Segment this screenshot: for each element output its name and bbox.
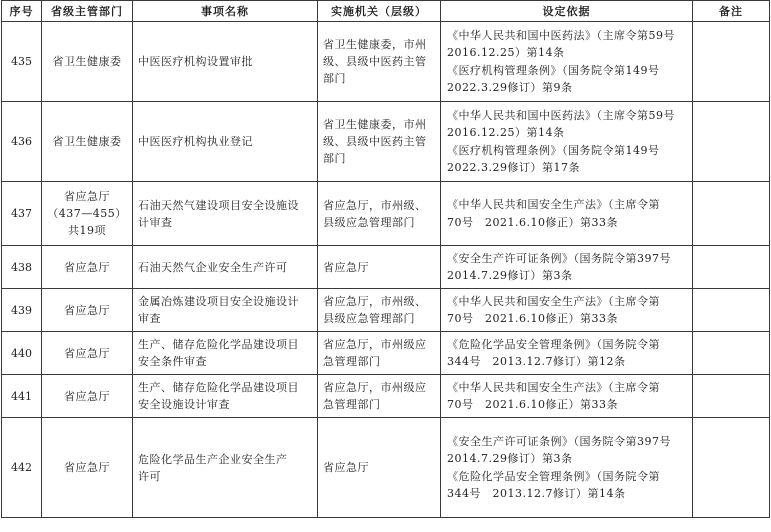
cell-name-line: 安全设施设计审查 [138,398,230,411]
cell-basis-line: 2016.12.25）第14条 [447,46,565,59]
cell-no: 442 [2,418,42,518]
cell-basis-line: 《医疗机构管理条例》（国务院令第149号 [447,63,660,77]
cell-name-line: 生产、储存危险化学品建设项目 [138,381,299,394]
cell-dept-line: 省卫生健康委 [52,135,122,148]
header-org: 实施机关（层级） [318,1,441,22]
cell-dept-line: 省应急厅 [64,303,110,317]
header-no: 序号 [2,1,42,22]
cell-org-line: 省应急厅，市州级应 [323,338,427,351]
cell-name-line: 审查 [138,312,161,325]
cell-basis-line: 《危险化学品安全管理条例》（国务院令第 [447,469,660,483]
table-row [2,102,770,182]
cell-org-line: 省应急厅，市州级应 [323,381,427,394]
cell-basis-line: 70号 2021.6.10修正）第33条 [447,398,618,411]
cell-dept-line: 省应急厅 [64,461,110,474]
header-dept: 省级主管部门 [42,1,133,22]
cell-name-line: 安全条件审查 [138,355,207,368]
cell-note [693,246,770,289]
cell-org [318,246,441,289]
cell-name [133,375,318,418]
cell-org-line: 县级应急管理部门 [323,215,415,229]
cell-dept [42,246,133,289]
cell-note [693,375,770,418]
cell-no: 441 [2,375,42,418]
cell-basis-line: 《中华人民共和国安全生产法》（主席令第 [447,198,660,211]
cell-no: 440 [2,332,42,375]
cell-basis [441,418,693,518]
table-row [2,375,770,418]
cell-basis-line: 344号 2013.12.7修订）第14条 [447,487,626,500]
cell-org-line: 省应急厅 [323,260,369,274]
table-row [2,182,770,246]
cell-no: 436 [2,102,42,182]
cell-basis [441,182,693,246]
cell-dept [42,332,133,375]
cell-name-line: 石油天然气建设项目安全设施设 [138,198,299,212]
cell-note [693,102,770,182]
cell-basis-line: 《安全生产许可证条例》（国务院令第397号 [447,434,671,448]
cell-note [693,418,770,518]
cell-note [693,289,770,332]
cell-basis-line: 《危险化学品安全管理条例》（国务院令第 [447,337,660,351]
cell-basis [441,289,693,332]
cell-org [318,289,441,332]
cell-name-line: 许可 [138,469,161,483]
cell-name-line: 生产、储存危险化学品建设项目 [138,338,299,351]
cell-name-line: 计审查 [138,215,173,229]
cell-org [318,102,441,182]
cell-org [318,182,441,246]
cell-org [318,375,441,418]
table-body [2,22,770,518]
header-name: 事项名称 [133,1,318,22]
table-row [2,418,770,518]
cell-basis-line: 2022.3.29修订）第9条 [447,81,573,94]
cell-dept-line: 省应急厅 [64,190,110,203]
header-note: 备注 [693,1,770,22]
cell-basis-line: 70号 2021.6.10修正）第33条 [447,215,618,229]
table-row [2,246,770,289]
cell-basis-line: 70号 2021.6.10修正）第33条 [447,312,618,325]
cell-org-line: 省应急厅，市州级、 [323,198,427,212]
cell-org-line: 部门 [323,152,346,165]
cell-basis-line: 2014.7.29修订）第3条 [447,452,573,465]
cell-name-line: 中医医疗机构设置审批 [138,55,253,68]
cell-name-line: 金属冶炼建设项目安全设施设计 [138,295,299,308]
cell-dept [42,102,133,182]
cell-name-line: 危险化学品生产企业安全生产 [138,452,288,466]
header-basis: 设定依据 [441,1,693,22]
table-row [2,289,770,332]
cell-basis-line: 344号 2013.12.7修订）第12条 [447,355,626,368]
cell-name [133,102,318,182]
cell-basis-line: 2022.3.29修订）第17条 [447,161,580,174]
cell-org [318,332,441,375]
cell-org-line: 级、县级中医药主管 [323,55,427,68]
cell-name [133,246,318,289]
cell-org [318,418,441,518]
cell-name [133,289,318,332]
table-header [2,1,770,22]
cell-org-line: 急管理部门 [323,398,381,411]
cell-basis [441,22,693,102]
cell-dept [42,375,133,418]
cell-org-line: 省卫生健康委，市州 [323,38,427,51]
cell-name-line: 石油天然气企业安全生产许可 [138,260,288,274]
cell-org-line: 县级应急管理部门 [323,312,415,325]
cell-basis [441,375,693,418]
permit-table [1,0,770,518]
cell-basis [441,332,693,375]
cell-dept-line: 省应急厅 [64,346,110,360]
cell-basis [441,246,693,289]
cell-basis-line: 《安全生产许可证条例》（国务院令第397号 [447,251,671,265]
cell-org-line: 级、县级中医药主管 [323,135,427,148]
cell-dept-line: （437—455） [47,207,127,220]
cell-org-line: 急管理部门 [323,355,381,368]
cell-org-line: 省应急厅 [323,461,369,474]
cell-no: 435 [2,22,42,102]
cell-dept-line: 共19项 [68,224,106,237]
cell-basis-line: 《中华人民共和国安全生产法》（主席令第 [447,294,660,308]
cell-basis-line: 《中华人民共和国中医药法》（主席令第59号 [447,108,675,122]
cell-no: 437 [2,182,42,246]
cell-note [693,182,770,246]
cell-dept-line: 省应急厅 [64,389,110,403]
cell-dept [42,418,133,518]
cell-name [133,332,318,375]
cell-basis-line: 2016.12.25）第14条 [447,126,565,139]
cell-basis-line: 《中华人民共和国安全生产法》（主席令第 [447,380,660,394]
table-row [2,332,770,375]
cell-dept [42,182,133,246]
cell-basis-line: 《中华人民共和国中医药法》（主席令第59号 [447,28,675,42]
cell-basis [441,102,693,182]
cell-basis-line: 《医疗机构管理条例》（国务院令第149号 [447,143,660,157]
cell-no: 439 [2,289,42,332]
cell-org-line: 部门 [323,72,346,85]
cell-name-line: 中医医疗机构执业登记 [138,135,253,148]
cell-note [693,332,770,375]
cell-org-line: 省卫生健康委，市州 [323,118,427,131]
cell-no: 438 [2,246,42,289]
cell-name [133,418,318,518]
cell-name [133,182,318,246]
cell-basis-line: 2014.7.29修订）第3条 [447,269,573,282]
header-row [2,1,770,22]
cell-dept [42,289,133,332]
cell-dept-line: 省卫生健康委 [52,55,122,68]
cell-org [318,22,441,102]
cell-dept-line: 省应急厅 [64,260,110,274]
cell-dept [42,22,133,102]
cell-org-line: 省应急厅，市州级、 [323,295,427,308]
cell-note [693,22,770,102]
table-row [2,22,770,102]
cell-name [133,22,318,102]
